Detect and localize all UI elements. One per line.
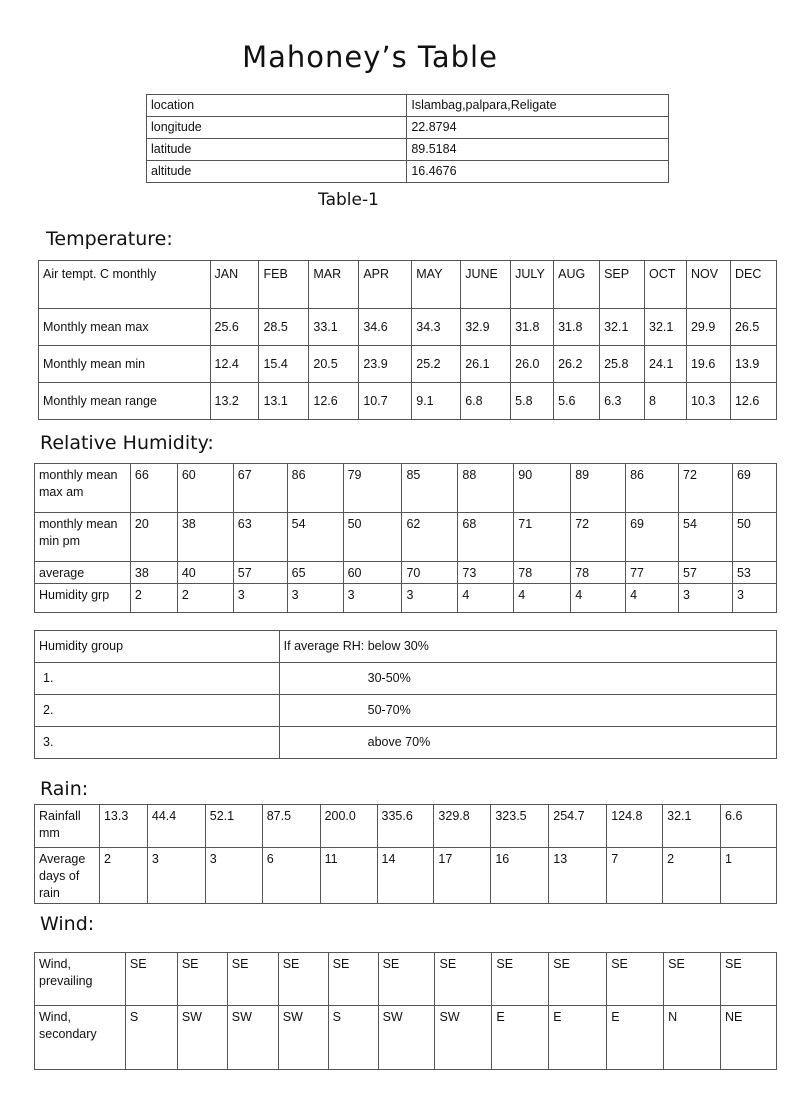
humidity-cell: 50 xyxy=(732,513,776,562)
rain-cell: 254.7 xyxy=(549,805,607,848)
wind-row-label: Wind, secondary xyxy=(35,1006,126,1070)
temperature-cell: 5.6 xyxy=(554,383,600,420)
month-header: DEC xyxy=(730,261,776,309)
temperature-cell: 26.5 xyxy=(730,309,776,346)
humidity-cell: 38 xyxy=(130,562,177,584)
page-title: Mahoney’s Table xyxy=(242,40,498,74)
wind-cell: E xyxy=(549,1006,607,1070)
temperature-row xyxy=(39,309,777,346)
humidity-group-row-label: Humidity group xyxy=(35,631,280,663)
location-label: longitude xyxy=(147,117,407,139)
humidity-group-cell: above 70% xyxy=(279,727,776,759)
humidity-heading: Relative Humidity: xyxy=(40,432,214,454)
wind-cell: SE xyxy=(607,953,664,1006)
temperature-row-label: Monthly mean range xyxy=(39,383,211,420)
wind-cell: SE xyxy=(435,953,492,1006)
temperature-cell: 6.3 xyxy=(600,383,645,420)
humidity-cell: 3 xyxy=(402,584,458,613)
temperature-cell: 26.0 xyxy=(511,346,554,383)
rain-cell: 3 xyxy=(147,848,205,904)
wind-cell: SW xyxy=(278,1006,328,1070)
humidity-group-cell: 50-70% xyxy=(279,695,776,727)
humidity-cell: 78 xyxy=(514,562,571,584)
location-row xyxy=(147,139,669,161)
month-header: SEP xyxy=(600,261,645,309)
humidity-cell: 63 xyxy=(233,513,287,562)
rain-row xyxy=(35,848,777,904)
table-caption: Table-1 xyxy=(318,190,379,210)
location-value: 22.8794 xyxy=(407,117,669,139)
rain-row xyxy=(35,805,777,848)
rain-cell: 2 xyxy=(99,848,147,904)
humidity-cell: 60 xyxy=(177,464,233,513)
rain-cell: 13 xyxy=(549,848,607,904)
wind-row xyxy=(35,1006,777,1070)
wind-cell: SE xyxy=(492,953,549,1006)
humidity-cell: 85 xyxy=(402,464,458,513)
humidity-cell: 89 xyxy=(571,464,626,513)
temperature-heading: Temperature: xyxy=(46,228,173,250)
wind-row-label: Wind, prevailing xyxy=(35,953,126,1006)
month-header: FEB xyxy=(259,261,309,309)
temperature-cell: 10.3 xyxy=(686,383,730,420)
wind-cell: SW xyxy=(227,1006,278,1070)
rain-cell: 7 xyxy=(607,848,663,904)
wind-cell: N xyxy=(664,1006,721,1070)
wind-cell: SE xyxy=(549,953,607,1006)
wind-heading: Wind: xyxy=(40,913,95,935)
month-header: JULY xyxy=(511,261,554,309)
temperature-cell: 33.1 xyxy=(309,309,359,346)
humidity-cell: 3 xyxy=(343,584,402,613)
temperature-cell: 20.5 xyxy=(309,346,359,383)
humidity-group-row xyxy=(35,695,777,727)
temperature-cell: 9.1 xyxy=(412,383,461,420)
humidity-table xyxy=(34,463,777,613)
rain-cell: 3 xyxy=(205,848,262,904)
humidity-cell: 54 xyxy=(679,513,733,562)
rain-cell: 52.1 xyxy=(205,805,262,848)
wind-row xyxy=(35,953,777,1006)
rain-table xyxy=(34,804,777,904)
humidity-cell: 2 xyxy=(130,584,177,613)
humidity-group-cell: 30-50% xyxy=(279,663,776,695)
temperature-cell: 31.8 xyxy=(511,309,554,346)
humidity-cell: 62 xyxy=(402,513,458,562)
month-header: NOV xyxy=(686,261,730,309)
humidity-cell: 3 xyxy=(679,584,733,613)
humidity-group-row xyxy=(35,727,777,759)
rain-cell: 32.1 xyxy=(663,805,721,848)
location-value: 89.5184 xyxy=(407,139,669,161)
location-row xyxy=(147,95,669,117)
humidity-cell: 69 xyxy=(732,464,776,513)
temperature-cell: 26.2 xyxy=(554,346,600,383)
rain-cell: 44.4 xyxy=(147,805,205,848)
temperature-cell: 13.9 xyxy=(730,346,776,383)
wind-cell: SE xyxy=(227,953,278,1006)
wind-cell: SW xyxy=(177,1006,227,1070)
humidity-cell: 90 xyxy=(514,464,571,513)
humidity-cell: 50 xyxy=(343,513,402,562)
location-label: location xyxy=(147,95,407,117)
humidity-cell: 65 xyxy=(287,562,343,584)
temperature-cell: 19.6 xyxy=(686,346,730,383)
temperature-cell: 28.5 xyxy=(259,309,309,346)
temperature-row xyxy=(39,383,777,420)
temperature-cell: 32.1 xyxy=(645,309,687,346)
rain-cell: 323.5 xyxy=(491,805,549,848)
temperature-cell: 12.6 xyxy=(730,383,776,420)
humidity-cell: 66 xyxy=(130,464,177,513)
location-row xyxy=(147,117,669,139)
temperature-cell: 34.3 xyxy=(412,309,461,346)
humidity-group-row-label: 1. xyxy=(35,663,280,695)
humidity-cell: 73 xyxy=(458,562,514,584)
humidity-cell: 4 xyxy=(571,584,626,613)
temperature-cell: 13.2 xyxy=(210,383,259,420)
humidity-cell: 20 xyxy=(130,513,177,562)
humidity-cell: 53 xyxy=(732,562,776,584)
rain-cell: 335.6 xyxy=(377,805,434,848)
rain-cell: 6 xyxy=(262,848,320,904)
humidity-group-cell: If average RH: below 30% xyxy=(279,631,776,663)
humidity-row xyxy=(35,513,777,562)
rain-cell: 13.3 xyxy=(99,805,147,848)
wind-table xyxy=(34,952,777,1070)
wind-cell: E xyxy=(607,1006,664,1070)
humidity-row xyxy=(35,562,777,584)
rain-row-label: Rainfall mm xyxy=(35,805,100,848)
month-header: JUNE xyxy=(461,261,511,309)
wind-cell: SE xyxy=(721,953,777,1006)
temperature-cell: 12.6 xyxy=(309,383,359,420)
temperature-header-label: Air tempt. C monthly xyxy=(39,261,211,309)
temperature-cell: 32.9 xyxy=(461,309,511,346)
month-header: MAY xyxy=(412,261,461,309)
humidity-cell: 4 xyxy=(514,584,571,613)
humidity-row-label: Humidity grp xyxy=(35,584,131,613)
temperature-cell: 25.6 xyxy=(210,309,259,346)
humidity-group-row-label: 2. xyxy=(35,695,280,727)
humidity-cell: 57 xyxy=(233,562,287,584)
rain-heading: Rain: xyxy=(40,778,89,800)
temperature-cell: 12.4 xyxy=(210,346,259,383)
humidity-row xyxy=(35,464,777,513)
humidity-row-label: average xyxy=(35,562,131,584)
location-label: latitude xyxy=(147,139,407,161)
temperature-cell: 15.4 xyxy=(259,346,309,383)
humidity-cell: 54 xyxy=(287,513,343,562)
month-header: APR xyxy=(359,261,412,309)
humidity-group-row xyxy=(35,663,777,695)
humidity-group-row xyxy=(35,631,777,663)
humidity-cell: 86 xyxy=(287,464,343,513)
humidity-cell: 78 xyxy=(571,562,626,584)
humidity-cell: 79 xyxy=(343,464,402,513)
humidity-cell: 67 xyxy=(233,464,287,513)
wind-cell: SW xyxy=(435,1006,492,1070)
humidity-cell: 60 xyxy=(343,562,402,584)
month-header: JAN xyxy=(210,261,259,309)
temperature-cell: 34.6 xyxy=(359,309,412,346)
temperature-cell: 5.8 xyxy=(511,383,554,420)
wind-cell: SE xyxy=(177,953,227,1006)
rain-cell: 124.8 xyxy=(607,805,663,848)
rain-cell: 2 xyxy=(663,848,721,904)
location-value: Islambag,palpara,Religate xyxy=(407,95,669,117)
month-header: MAR xyxy=(309,261,359,309)
rain-cell: 200.0 xyxy=(320,805,377,848)
temperature-cell: 23.9 xyxy=(359,346,412,383)
location-row xyxy=(147,161,669,183)
wind-cell: SE xyxy=(378,953,435,1006)
temperature-cell: 26.1 xyxy=(461,346,511,383)
humidity-cell: 70 xyxy=(402,562,458,584)
month-header: AUG xyxy=(554,261,600,309)
month-header: OCT xyxy=(645,261,687,309)
rain-cell: 1 xyxy=(721,848,777,904)
wind-cell: S xyxy=(125,1006,177,1070)
humidity-row xyxy=(35,584,777,613)
rain-cell: 17 xyxy=(434,848,491,904)
temperature-cell: 8 xyxy=(645,383,687,420)
wind-cell: SE xyxy=(328,953,378,1006)
wind-cell: SW xyxy=(378,1006,435,1070)
humidity-cell: 71 xyxy=(514,513,571,562)
temperature-row-label: Monthly mean min xyxy=(39,346,211,383)
location-table xyxy=(146,94,669,183)
humidity-cell: 38 xyxy=(177,513,233,562)
wind-cell: S xyxy=(328,1006,378,1070)
temperature-cell: 29.9 xyxy=(686,309,730,346)
wind-cell: SE xyxy=(125,953,177,1006)
temperature-row xyxy=(39,346,777,383)
humidity-cell: 3 xyxy=(233,584,287,613)
humidity-cell: 4 xyxy=(458,584,514,613)
rain-cell: 6.6 xyxy=(721,805,777,848)
humidity-row-label: monthly mean max am xyxy=(35,464,131,513)
humidity-group-table xyxy=(34,630,777,759)
humidity-cell: 3 xyxy=(732,584,776,613)
temperature-cell: 24.1 xyxy=(645,346,687,383)
humidity-cell: 88 xyxy=(458,464,514,513)
temperature-cell: 10.7 xyxy=(359,383,412,420)
humidity-cell: 72 xyxy=(679,464,733,513)
wind-cell: E xyxy=(492,1006,549,1070)
humidity-cell: 69 xyxy=(626,513,679,562)
rain-row-label: Average days of rain xyxy=(35,848,100,904)
humidity-cell: 86 xyxy=(626,464,679,513)
rain-cell: 14 xyxy=(377,848,434,904)
humidity-cell: 77 xyxy=(626,562,679,584)
wind-cell: NE xyxy=(721,1006,777,1070)
temperature-row-label: Monthly mean max xyxy=(39,309,211,346)
location-label: altitude xyxy=(147,161,407,183)
rain-cell: 11 xyxy=(320,848,377,904)
humidity-cell: 3 xyxy=(287,584,343,613)
wind-cell: SE xyxy=(664,953,721,1006)
temperature-cell: 13.1 xyxy=(259,383,309,420)
humidity-cell: 72 xyxy=(571,513,626,562)
wind-cell: SE xyxy=(278,953,328,1006)
humidity-cell: 4 xyxy=(626,584,679,613)
rain-cell: 329.8 xyxy=(434,805,491,848)
temperature-cell: 31.8 xyxy=(554,309,600,346)
humidity-cell: 68 xyxy=(458,513,514,562)
temperature-cell: 32.1 xyxy=(600,309,645,346)
location-value: 16.4676 xyxy=(407,161,669,183)
humidity-group-row-label: 3. xyxy=(35,727,280,759)
temperature-cell: 6.8 xyxy=(461,383,511,420)
temperature-header-row xyxy=(39,261,777,309)
humidity-cell: 2 xyxy=(177,584,233,613)
rain-cell: 87.5 xyxy=(262,805,320,848)
temperature-cell: 25.8 xyxy=(600,346,645,383)
humidity-row-label: monthly mean min pm xyxy=(35,513,131,562)
temperature-table xyxy=(38,260,777,420)
humidity-cell: 40 xyxy=(177,562,233,584)
humidity-cell: 57 xyxy=(679,562,733,584)
temperature-cell: 25.2 xyxy=(412,346,461,383)
rain-cell: 16 xyxy=(491,848,549,904)
